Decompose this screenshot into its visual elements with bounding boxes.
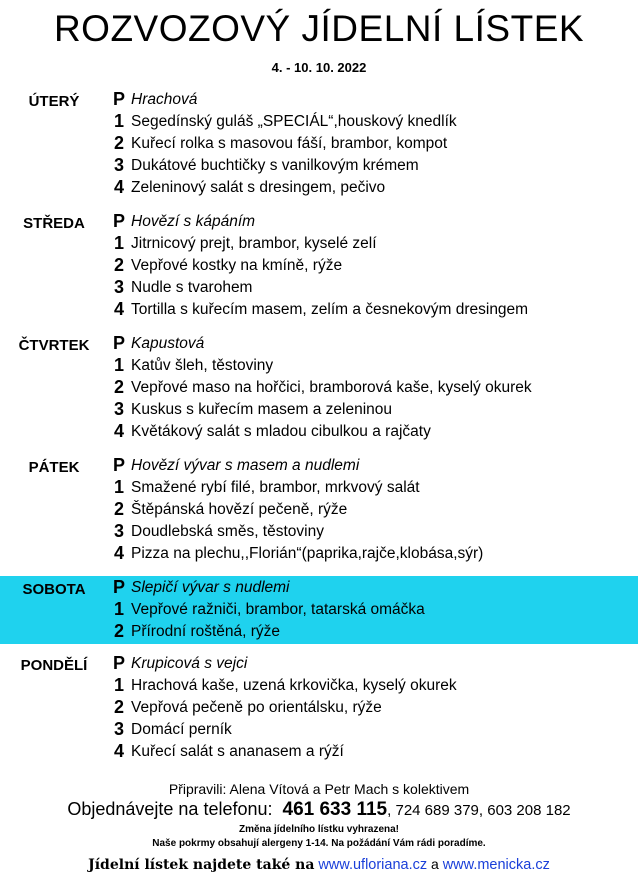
item-text: Vepřové maso na hořčici, bramborová kaše, kyselý okurek: [131, 379, 532, 396]
item-text: Kuskus s kuřecím masem a zeleninou: [131, 401, 393, 418]
item-number: 3: [113, 277, 124, 297]
day-section: [0, 652, 638, 768]
note-allergens: Naše pokrmy obsahují alergeny 1-14. Na požádání Vám rádi poradíme.: [152, 838, 486, 849]
page-title: ROZVOZOVÝ JÍDELNÍ LÍSTEK: [53, 8, 585, 49]
item-number: P: [112, 333, 125, 353]
meal-item: [0, 520, 638, 542]
order-phone-line: [0, 799, 638, 821]
order-label: Objednávejte na telefonu:: [67, 799, 273, 819]
day-name: PÁTEK: [28, 459, 80, 476]
item-number: 2: [113, 697, 124, 717]
phone-other: , 724 689 379, 603 208 182: [387, 802, 571, 819]
item-text: Hovězí vývar s masem a nudlemi: [131, 457, 360, 474]
item-text: Nudle s tvarohem: [131, 279, 253, 296]
item-text: Kuřecí salát s ananasem a rýží: [131, 743, 344, 760]
item-number: P: [112, 653, 125, 673]
item-number: P: [112, 577, 125, 597]
item-text: Katův šleh, těstoviny: [131, 357, 274, 374]
item-text: Hrachová kaše, uzená krkovička, kyselý okurek: [131, 677, 457, 694]
item-number: 2: [113, 133, 124, 153]
day-name: STŘEDA: [23, 215, 85, 232]
meal-item: [0, 620, 638, 642]
item-text: Domácí perník: [131, 721, 232, 738]
day-name: SOBOTA: [22, 581, 86, 598]
item-number: 1: [113, 477, 124, 497]
web-link-menicka[interactable]: www.menicka.cz: [442, 857, 550, 873]
item-text: Pizza na plechu,,Florián“(paprika,rajče,klobása,sýr): [131, 545, 484, 562]
item-number: P: [112, 455, 125, 475]
day-section: [0, 88, 638, 208]
date-range: 4. - 10. 10. 2022: [271, 60, 367, 75]
item-text: Krupicová s vejci: [131, 655, 248, 672]
meal-item: [0, 420, 638, 442]
item-text: Hrachová: [131, 91, 198, 108]
item-number: 2: [113, 499, 124, 519]
item-text: Doudlebská směs, těstoviny: [131, 523, 324, 540]
meal-item: [0, 398, 638, 420]
item-number: 1: [113, 675, 124, 695]
meal-item: [0, 254, 638, 276]
meal-item: [0, 696, 638, 718]
item-text: Hovězí s kápáním: [131, 213, 256, 230]
item-text: Tortilla s kuřecím masem, zelím a česnekovým dresingem: [131, 301, 529, 318]
meal-item: [0, 110, 638, 132]
item-number: 1: [113, 233, 124, 253]
meal-item: [0, 598, 638, 620]
item-text: Smažené rybí filé, brambor, mrkvový salát: [131, 479, 420, 496]
item-number: 4: [113, 741, 124, 761]
soup-item: [0, 88, 638, 110]
day-section: [0, 454, 638, 574]
item-number: 3: [113, 521, 124, 541]
web-link-ufloriana[interactable]: www.ufloriana.cz: [318, 857, 428, 873]
soup-item: [0, 332, 638, 354]
meal-item: [0, 498, 638, 520]
item-text: Zeleninový salát s dresingem, pečivo: [131, 179, 386, 196]
web-and: a: [431, 856, 439, 872]
meal-item: [0, 740, 638, 762]
item-number: 3: [113, 719, 124, 739]
item-number: 4: [113, 421, 124, 441]
item-text: Přírodní roštěná, rýže: [131, 623, 281, 640]
web-line: [0, 856, 638, 873]
meal-item: [0, 132, 638, 154]
item-number: P: [112, 211, 125, 231]
item-number: 4: [113, 543, 124, 563]
meal-item: [0, 718, 638, 740]
item-text: Vepřové ražniči, brambor, tatarská omáčka: [131, 601, 425, 618]
day-name: ČTVRTEK: [18, 337, 90, 354]
item-number: 2: [113, 621, 124, 641]
web-label: Jídelní lístek najdete také na: [88, 857, 315, 873]
item-text: Kuřecí rolka s masovou fáší, brambor, kompot: [131, 135, 448, 152]
day-section: [0, 210, 638, 330]
item-number: 4: [113, 299, 124, 319]
day-section: [0, 332, 638, 452]
item-number: 3: [113, 399, 124, 419]
item-number: 2: [113, 255, 124, 275]
meal-item: [0, 542, 638, 564]
soup-item: [0, 210, 638, 232]
item-text: Segedínský guláš „SPECIÁL“,houskový knedlík: [131, 113, 457, 130]
item-text: Štěpánská hovězí pečeně, rýže: [131, 501, 348, 518]
soup-item: [0, 576, 638, 598]
item-text: Jitrnicový prejt, brambor, kyselé zelí: [131, 235, 377, 252]
soup-item: [0, 652, 638, 674]
item-number: 4: [113, 177, 124, 197]
meal-item: [0, 176, 638, 198]
meal-item: [0, 276, 638, 298]
item-number: 3: [113, 155, 124, 175]
meal-item: [0, 154, 638, 176]
item-text: Květákový salát s mladou cibulkou a rajčaty: [131, 423, 431, 440]
phone-main[interactable]: 461 633 115: [282, 799, 388, 820]
meal-item: [0, 674, 638, 696]
meal-item: [0, 354, 638, 376]
item-number: 1: [113, 599, 124, 619]
item-number: 1: [113, 111, 124, 131]
soup-item: [0, 454, 638, 476]
item-number: 1: [113, 355, 124, 375]
item-text: Kapustová: [131, 335, 205, 352]
item-text: Vepřová pečeně po orientálsku, rýže: [131, 699, 382, 716]
day-section: [0, 576, 638, 644]
meal-item: [0, 232, 638, 254]
note-change: Změna jídelního lístku vyhrazena!: [238, 824, 400, 835]
meal-item: [0, 298, 638, 320]
item-text: Vepřové kostky na kmíně, rýže: [131, 257, 343, 274]
item-number: 2: [113, 377, 124, 397]
meal-item: [0, 376, 638, 398]
item-number: P: [112, 89, 125, 109]
prepared-by: Připravili: Alena Vítová a Petr Mach s kolektivem: [168, 781, 470, 797]
item-text: Dukátové buchtičky s vanilkovým krémem: [131, 157, 419, 174]
item-text: Slepičí vývar s nudlemi: [131, 579, 290, 596]
day-name: PONDĚLÍ: [20, 657, 88, 674]
meal-item: [0, 476, 638, 498]
day-name: ÚTERÝ: [28, 93, 80, 110]
